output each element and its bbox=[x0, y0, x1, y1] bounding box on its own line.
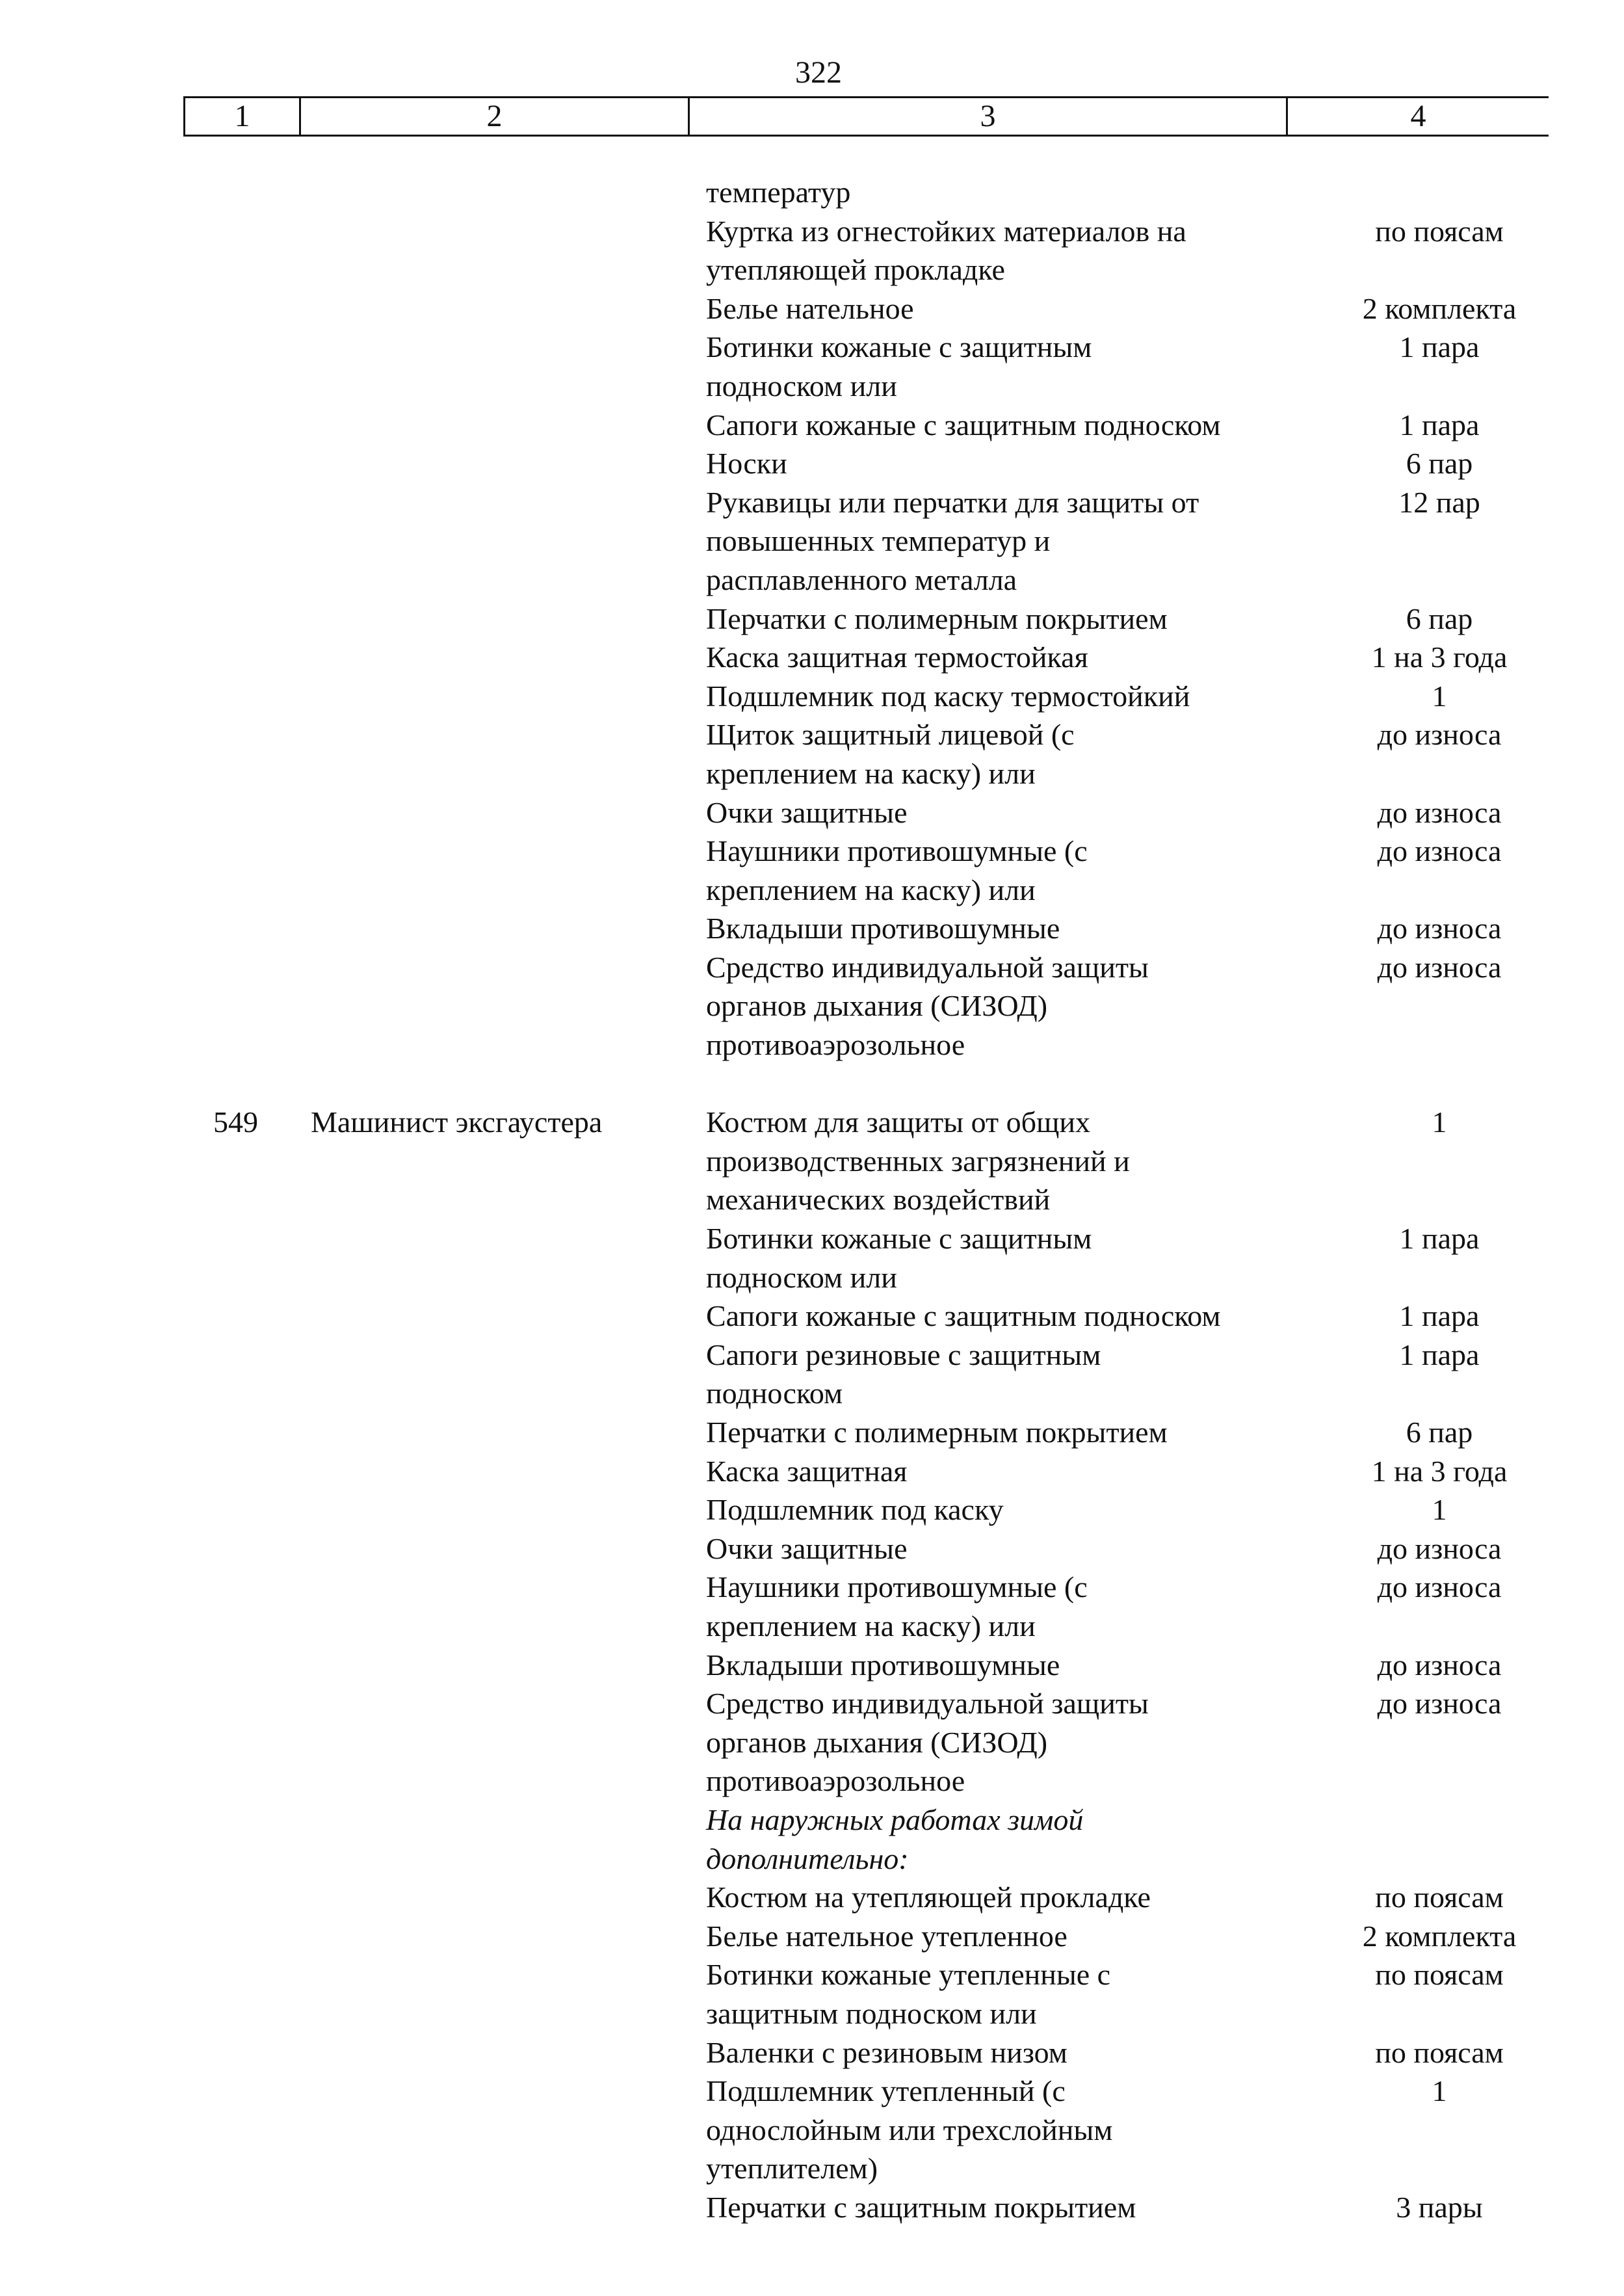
table-row bbox=[0, 1646, 1624, 1685]
item-norm: 2 комплекта bbox=[1362, 291, 1517, 325]
table-row bbox=[0, 1529, 1624, 1568]
item-norm: 6 пар bbox=[1406, 601, 1473, 635]
item-name: температур bbox=[706, 176, 851, 209]
header-col-1: 1 bbox=[183, 98, 299, 135]
item-name: Перчатки с полимерным покрытием bbox=[706, 601, 1168, 635]
item-norm: до износа bbox=[1377, 834, 1502, 868]
item-name: Перчатки с полимерным покрытием bbox=[706, 1416, 1168, 1449]
table-row bbox=[0, 444, 1624, 483]
item-name: Сапоги кожаные с защитным подноском bbox=[706, 408, 1221, 442]
item-name: Щиток защитный лицевой (с креплением на каску) или bbox=[706, 718, 1075, 790]
item-norm: 1 пара bbox=[1399, 1338, 1480, 1371]
item-norm: 1 bbox=[1432, 2074, 1447, 2108]
table-row bbox=[0, 212, 1624, 289]
item-norm: 1 на 3 года bbox=[1371, 640, 1508, 674]
subheading-winter: На наружных работах зимой дополнительно: bbox=[706, 1802, 1084, 1875]
page-number: 322 bbox=[795, 55, 842, 90]
table-row bbox=[0, 600, 1624, 639]
table-row bbox=[0, 1336, 1624, 1413]
item-name: Средство индивидуальной защиты органов дыхания (СИЗОД) противоаэрозольное bbox=[706, 1687, 1149, 1798]
item-norm: до износа bbox=[1377, 950, 1502, 984]
table-row bbox=[0, 1452, 1624, 1491]
item-norm: 1 bbox=[1432, 1493, 1447, 1527]
item-name: Белье нательное утепленное bbox=[706, 1919, 1067, 1953]
item-name: Подшлемник под каску термостойкий bbox=[706, 679, 1190, 713]
item-name: Средство индивидуальной защиты органов дыхания (СИЗОД) противоаэрозольное bbox=[706, 950, 1149, 1062]
table-row bbox=[0, 173, 1624, 212]
item-norm: по поясам bbox=[1375, 1958, 1504, 1992]
item-norm: 1 пара bbox=[1399, 1222, 1480, 1256]
table-row bbox=[0, 1917, 1624, 1956]
item-name: Каска защитная термостойкая bbox=[706, 640, 1088, 674]
table-row bbox=[0, 677, 1624, 716]
table-row bbox=[0, 1684, 1624, 1801]
table-row bbox=[0, 793, 1624, 832]
item-norm: 6 пар bbox=[1406, 1416, 1473, 1449]
item-norm: до износа bbox=[1377, 718, 1502, 752]
item-name: Наушники противошумные (с креплением на каску) или bbox=[706, 834, 1088, 906]
row-number: 549 bbox=[213, 1105, 258, 1139]
item-norm: по поясам bbox=[1375, 1880, 1504, 1914]
item-name: Белье нательное bbox=[706, 291, 914, 325]
table-row bbox=[0, 2033, 1624, 2072]
item-name: Наушники противошумные (с креплением на каску) или bbox=[706, 1570, 1088, 1643]
table-row bbox=[0, 909, 1624, 948]
item-name: Каска защитная bbox=[706, 1454, 908, 1488]
table-row bbox=[0, 1219, 1624, 1297]
table-row bbox=[0, 406, 1624, 445]
item-norm: 1 пара bbox=[1399, 1299, 1480, 1333]
header-col-3: 3 bbox=[688, 98, 1286, 135]
table-row bbox=[0, 1297, 1624, 1336]
item-norm: 3 пары bbox=[1396, 2190, 1483, 2224]
table-row bbox=[0, 1103, 1624, 1219]
item-norm: 1 на 3 года bbox=[1371, 1454, 1508, 1488]
item-norm: по поясам bbox=[1375, 2035, 1504, 2069]
item-name: Куртка из огнестойких материалов на утепляющей прокладке bbox=[706, 214, 1186, 287]
item-name: Подшлемник под каску bbox=[706, 1493, 1004, 1527]
table-row bbox=[0, 638, 1624, 677]
item-norm: 1 пара bbox=[1399, 330, 1480, 364]
table-row-subheading bbox=[0, 1801, 1624, 1878]
table-row bbox=[0, 1878, 1624, 1917]
item-name: Костюм на утепляющей прокладке bbox=[706, 1880, 1151, 1914]
header-col-2: 2 bbox=[299, 98, 688, 135]
item-name: Ботинки кожаные с защитным подноском или bbox=[706, 1222, 1092, 1294]
item-name: Очки защитные bbox=[706, 795, 908, 829]
item-name: Сапоги резиновые с защитным подноском bbox=[706, 1338, 1101, 1410]
item-name: Ботинки кожаные утепленные с защитным подноском или bbox=[706, 1958, 1111, 2030]
item-name: Носки bbox=[706, 447, 787, 481]
item-name: Вкладыши противошумные bbox=[706, 1648, 1060, 1682]
item-norm: до износа bbox=[1377, 1648, 1502, 1682]
item-norm: 6 пар bbox=[1406, 447, 1473, 481]
table-row bbox=[0, 1413, 1624, 1452]
section-spacer bbox=[0, 1064, 1624, 1103]
item-name: Вкладыши противошумные bbox=[706, 912, 1060, 945]
table-row bbox=[0, 832, 1624, 909]
item-norm: до износа bbox=[1377, 1531, 1502, 1565]
header-col-4: 4 bbox=[1286, 98, 1549, 135]
item-norm: 1 bbox=[1432, 1105, 1447, 1139]
profession-name: Машинист эксгаустера bbox=[311, 1105, 603, 1139]
table-row bbox=[0, 328, 1624, 405]
item-norm: 12 пар bbox=[1398, 485, 1480, 519]
table-row bbox=[0, 1568, 1624, 1645]
table-body bbox=[0, 173, 1624, 2226]
item-norm: до износа bbox=[1377, 1570, 1502, 1604]
item-norm: 2 комплекта bbox=[1362, 1919, 1517, 1953]
item-name: Перчатки с защитным покрытием bbox=[706, 2190, 1136, 2224]
item-norm: по поясам bbox=[1375, 214, 1504, 248]
item-norm: до износа bbox=[1377, 1687, 1502, 1721]
item-norm: до износа bbox=[1377, 795, 1502, 829]
item-norm: 1 пара bbox=[1399, 408, 1480, 442]
item-norm: до износа bbox=[1377, 912, 1502, 945]
table-row bbox=[0, 483, 1624, 600]
item-name: Валенки с резиновым низом bbox=[706, 2035, 1067, 2069]
item-name: Костюм для защиты от общих производственных загрязнений и механических воздействий bbox=[706, 1105, 1130, 1217]
item-name: Сапоги кожаные с защитным подноском bbox=[706, 1299, 1221, 1333]
table-row bbox=[0, 1490, 1624, 1529]
table-row bbox=[0, 1955, 1624, 2033]
table-header bbox=[183, 96, 1549, 137]
item-name: Очки защитные bbox=[706, 1531, 908, 1565]
item-name: Ботинки кожаные с защитным подноском или bbox=[706, 330, 1092, 402]
table-row bbox=[0, 948, 1624, 1064]
table-row bbox=[0, 715, 1624, 793]
item-name: Подшлемник утепленный (с однослойным или трехслойным утеплителем) bbox=[706, 2074, 1113, 2185]
table-row bbox=[0, 289, 1624, 328]
item-name: Рукавицы или перчатки для защиты от повышенных температур и расплавленного металла bbox=[706, 485, 1199, 596]
table-row bbox=[0, 2072, 1624, 2188]
item-norm: 1 bbox=[1432, 679, 1447, 713]
table-row bbox=[0, 2188, 1624, 2227]
